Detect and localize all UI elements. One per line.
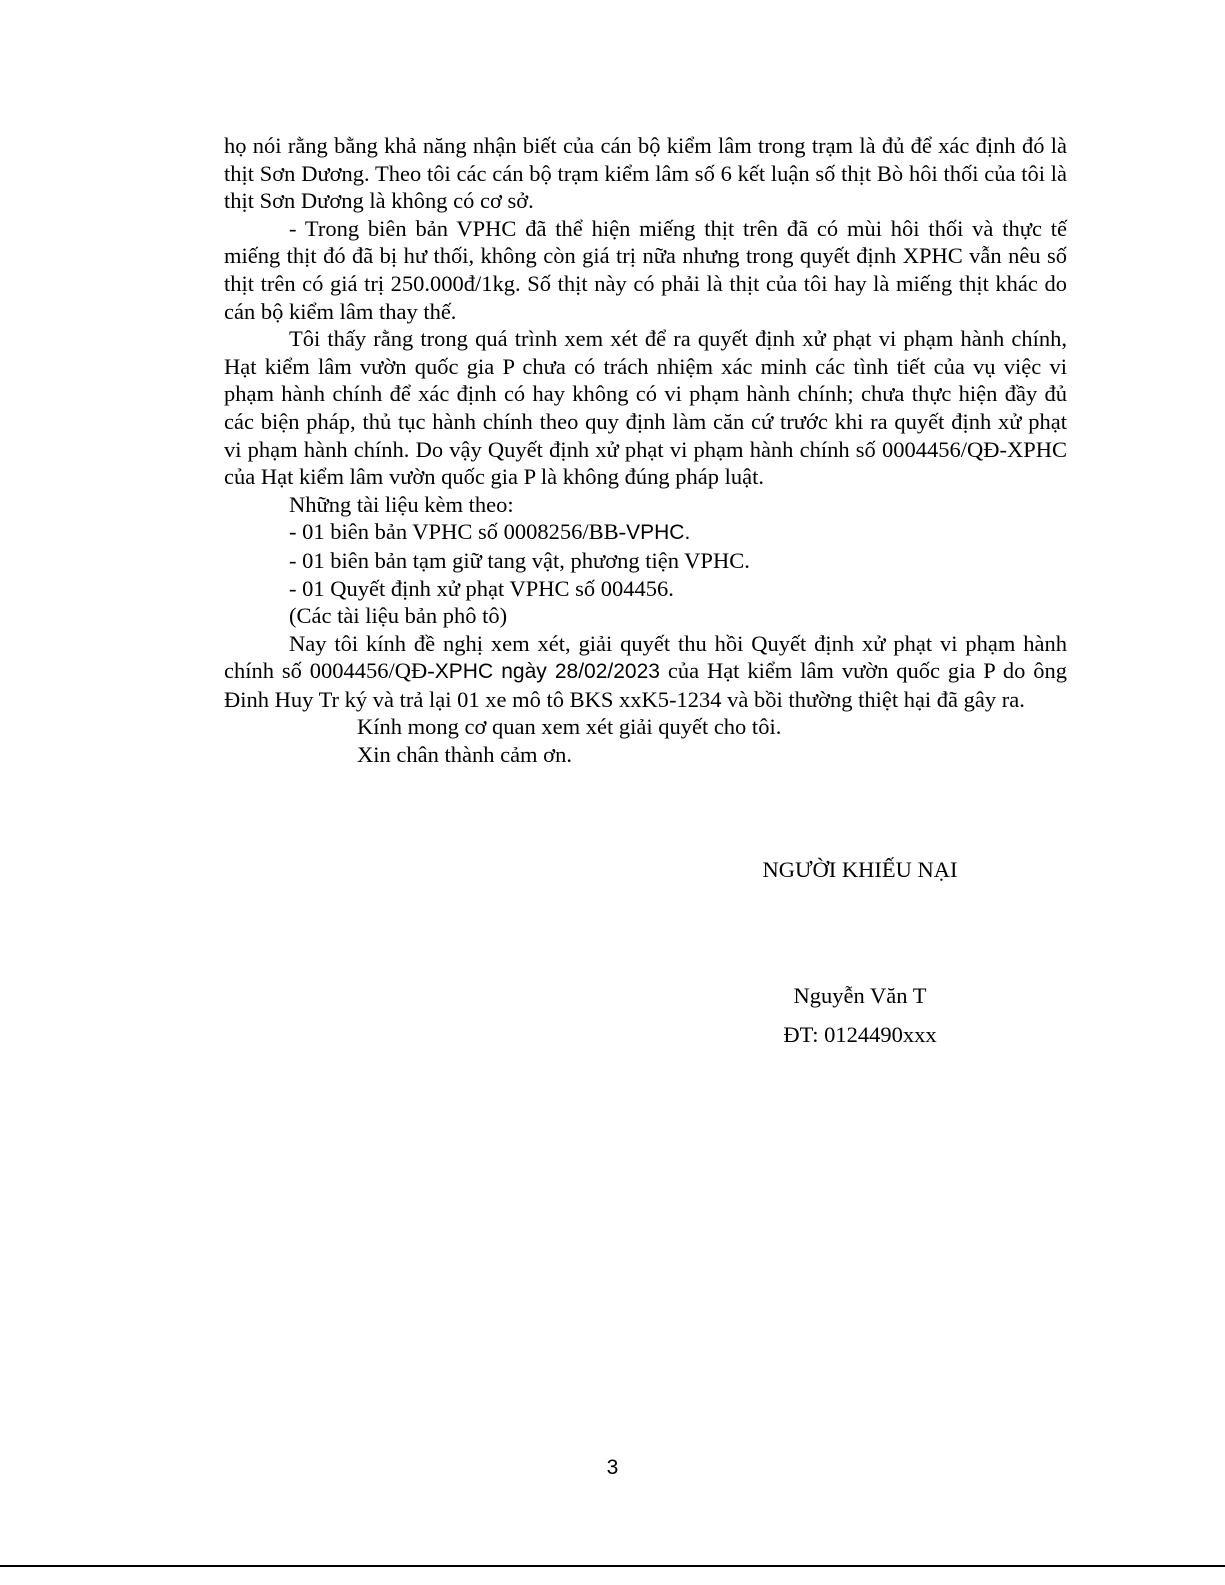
attachment-item-2: - 01 biên bản tạm giữ tang vật, phương tiện VPHC.: [289, 547, 750, 573]
attachment-item-1-suffix: VPHC.: [626, 521, 691, 545]
attachments-note: (Các tài liệu bản phô tô): [289, 603, 508, 629]
attachment-item-1-text: - 01 biên bản VPHC số 0008256/BB-: [289, 519, 627, 545]
document-body: [224, 132, 1067, 769]
attachment-item-3: - 01 Quyết định xử phạt VPHC số 004456.: [289, 575, 674, 601]
request-decision-date: XPHC ngày 28/02/2023: [434, 660, 660, 684]
request-text-start: Nay tôi kính đề nghị xem xét, giải quyết thu hồi Quyết định xử phạt vi phạm hành chính số 0004456/QĐ-: [224, 630, 1067, 684]
page-number: 3: [606, 1456, 619, 1479]
signature-name: Nguyễn Văn T: [793, 983, 927, 1008]
paragraph-meat-valuation: - Trong biên bản VPHC đã thể hiện miếng thịt trên đã có mùi hôi thối và thực tế miếng thịt đó đã bị hư thối, không còn giá trị nữa nhưng trong quyết định XPHC vẫn nêu số thịt trên có giá trị 250.000đ/1kg. Số thịt này có phải là thịt của tôi hay là miếng thịt khác do cán bộ kiểm lâm thay thế.: [224, 215, 1067, 324]
attachment-item-1: [224, 518, 1067, 547]
signature-phone: ĐT: 0124490xxx: [783, 1022, 937, 1047]
closing-line-2: Xin chân thành cảm ơn.: [357, 742, 572, 768]
closing-line-1: Kính mong cơ quan xem xét giải quyết cho tôi.: [357, 714, 782, 740]
attachments-heading: Những tài liệu kèm theo:: [289, 491, 514, 517]
signature-title: NGƯỜI KHIẾU NẠI: [762, 857, 958, 882]
paragraph-request: [224, 630, 1067, 714]
paragraph-procedural-argument: Tôi thấy rằng trong quá trình xem xét để ra quyết định xử phạt vi phạm hành chính, Hạt kiểm lâm vườn quốc gia P chưa có trách nhiệm xác minh các tình tiết của vụ việc vi phạm hành chính để xác định có hay không có vi phạm hành chính; chưa thực hiện đầy đủ các biện pháp, thủ tục hành chính theo quy định làm căn cứ trước khi ra quyết định xử phạt vi phạm hành chính. Do vậy Quyết định xử phạt vi phạm hành chính số 0004456/QĐ-XPHC của Hạt kiểm lâm vườn quốc gia P là không đúng pháp luật.: [224, 326, 1067, 490]
paragraph-evidence-dispute: họ nói rằng bằng khả năng nhận biết của cán bộ kiểm lâm trong trạm là đủ để xác định đó là thịt Sơn Dương. Theo tôi các cán bộ trạm kiểm lâm số 6 kết luận số thịt Bò hôi thối của tôi là thịt Sơn Dương là không có cơ sở.: [224, 133, 1067, 214]
request-text-end: của Hạt kiểm lâm vườn quốc gia P do ông Đinh Huy Tr ký và trả lại 01 xe mô tô BKS xxK5-1234 và bồi thường thiệt hại đã gây ra.: [224, 658, 1067, 712]
page-bottom-divider: [0, 1565, 1225, 1567]
